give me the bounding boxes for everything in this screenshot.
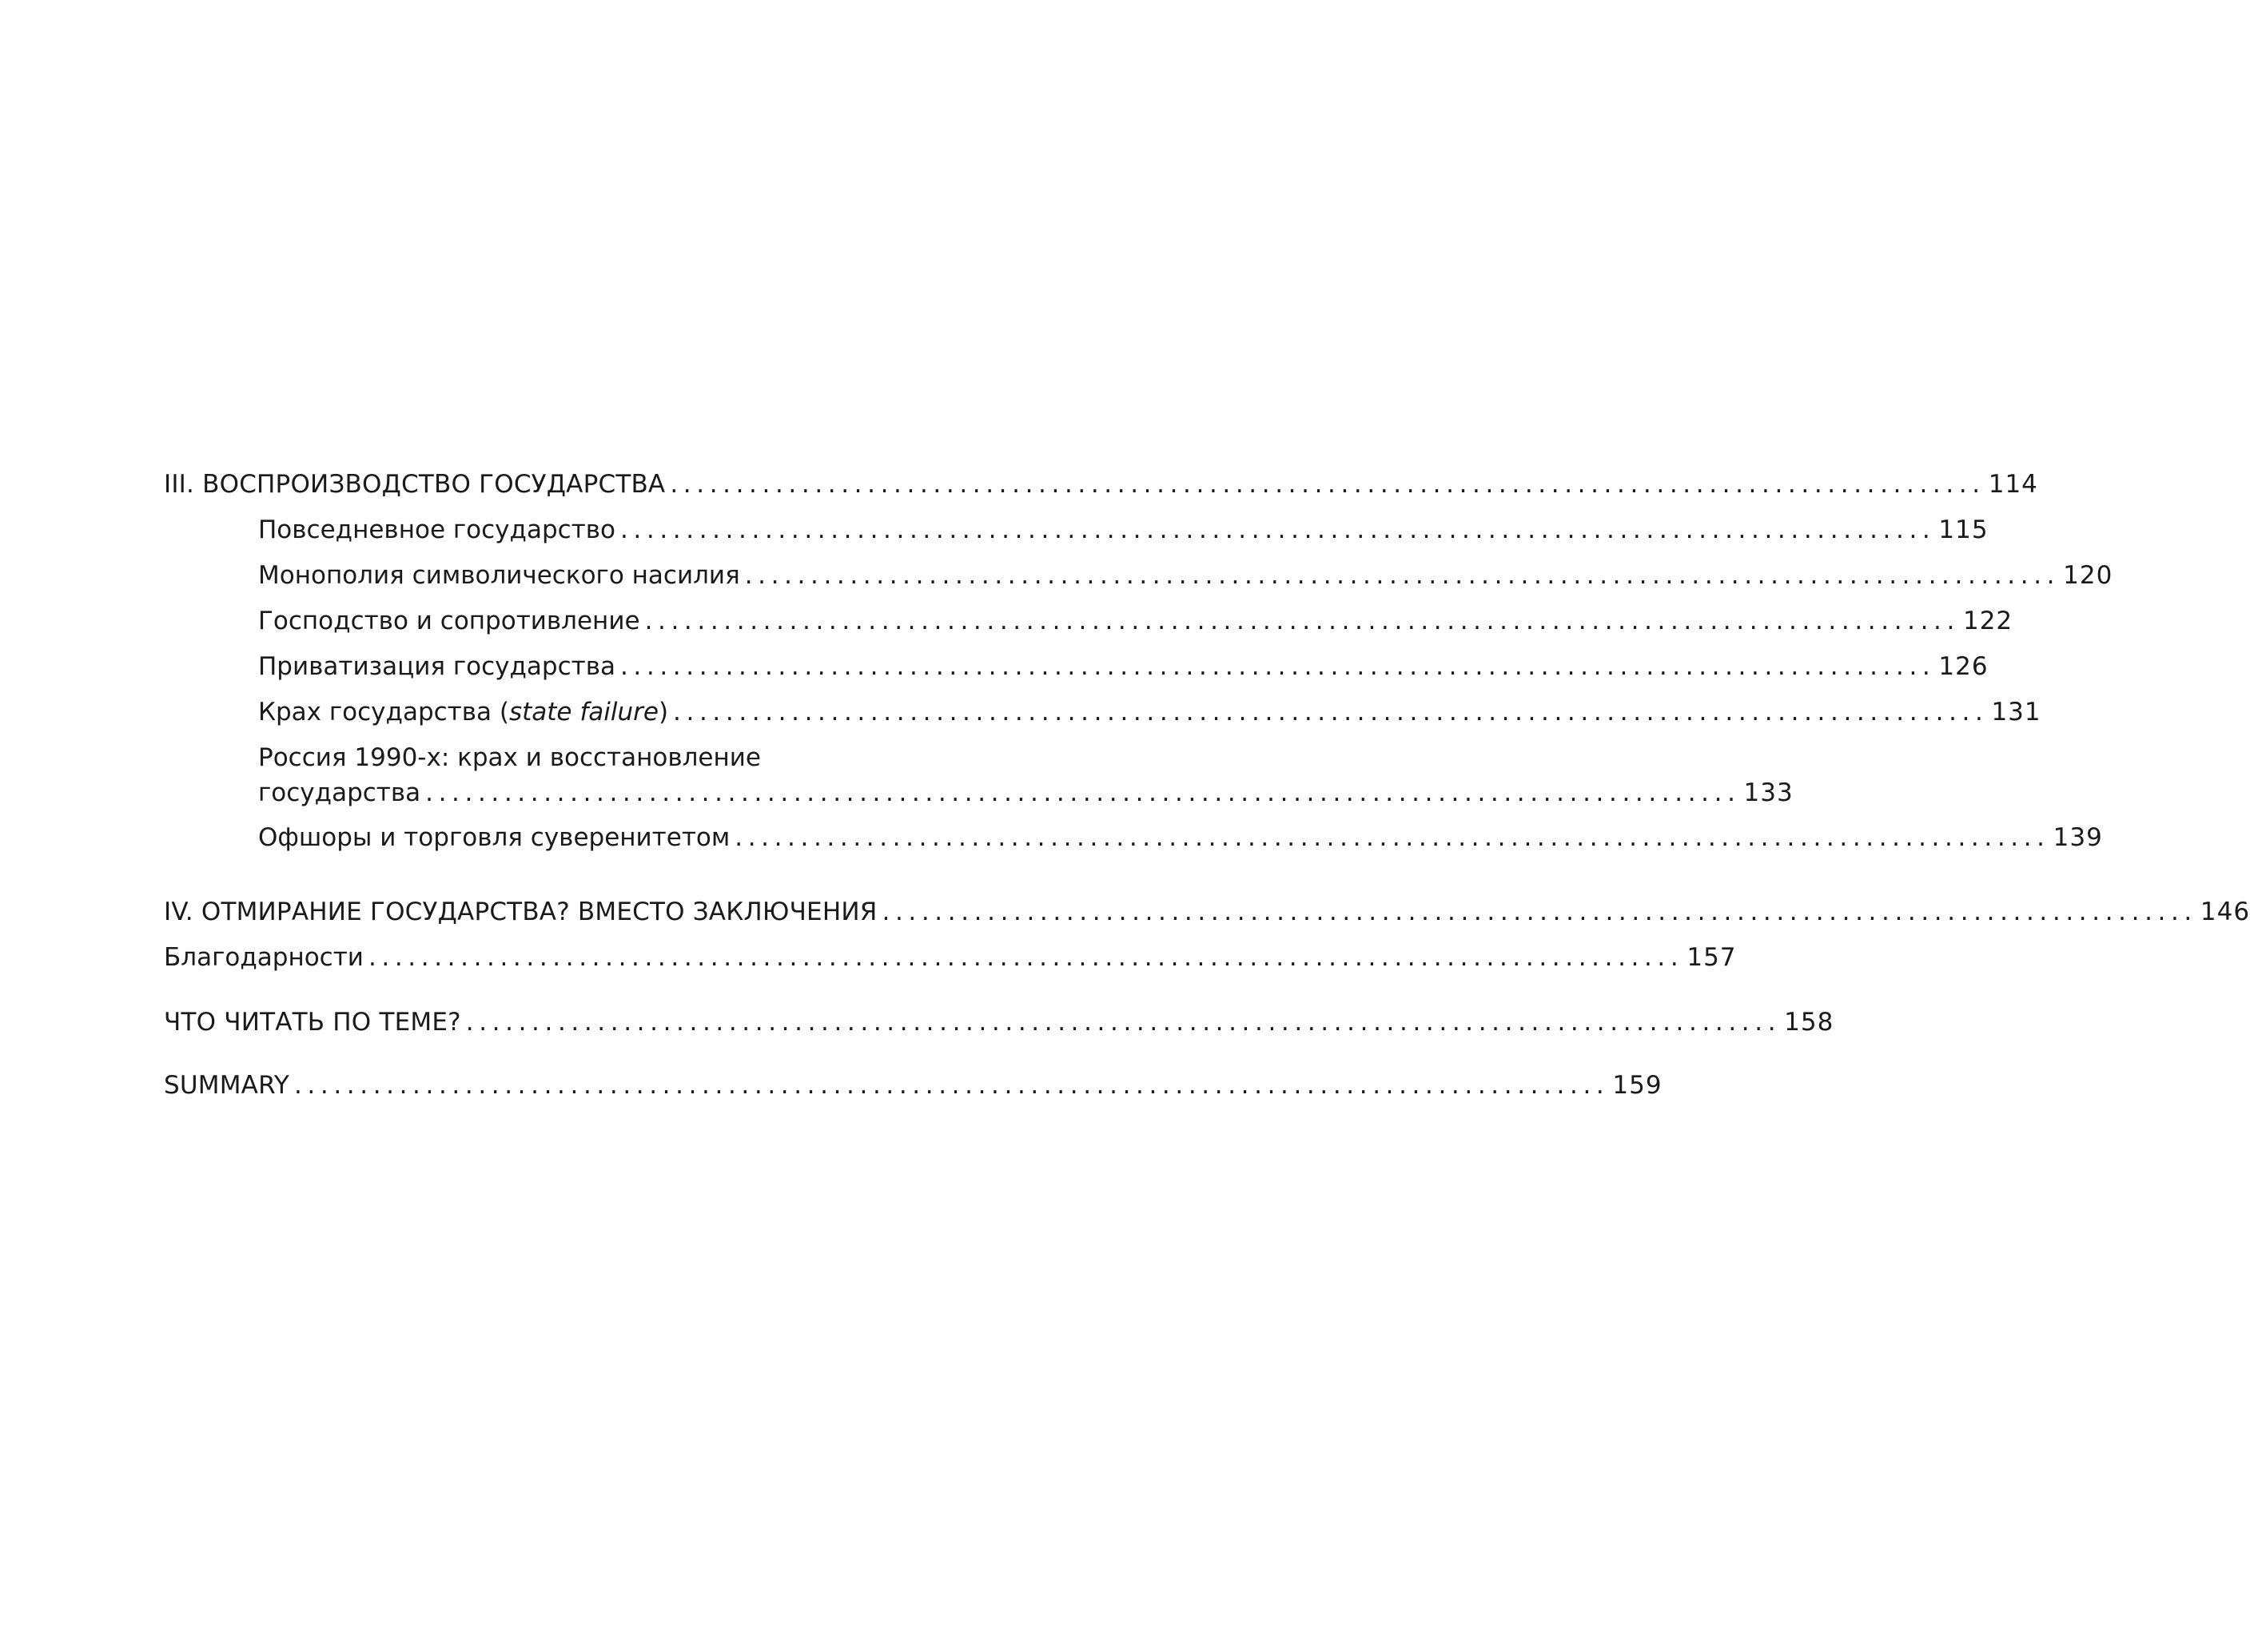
toc-page-number: 126: [1938, 652, 1989, 681]
toc-title: Благодарности: [164, 943, 364, 972]
toc-page-number: 133: [1743, 778, 1794, 807]
toc-title-part: Крах государства (: [258, 698, 509, 726]
toc-title: [258, 690, 668, 735]
toc-title: Господство и сопротивление: [258, 607, 640, 635]
toc-entry-domination-resistance[interactable]: [164, 599, 2013, 644]
table-of-contents: [164, 462, 2250, 1109]
toc-entry-offshores[interactable]: [164, 815, 2103, 861]
toc-page-number: 159: [1612, 1071, 1663, 1100]
toc-title-part: ): [658, 698, 669, 726]
toc-title-line1: Россия 1990-х: крах и восстановление: [258, 743, 761, 772]
toc-title: Монополия символического насилия: [258, 561, 740, 590]
toc-leader-dots: ....................................................................................................: [670, 470, 1985, 499]
toc-page-number: 122: [1962, 607, 2013, 635]
toc-leader-dots: ....................................................................................................: [619, 516, 1936, 544]
toc-entry-summary[interactable]: [164, 1063, 1663, 1109]
toc-leader-dots: ....................................................................................................: [882, 898, 2197, 926]
toc-entry-privatization[interactable]: [164, 644, 1989, 690]
toc-leader-dots: ....................................................................................................: [619, 652, 1936, 681]
toc-page-number: 146: [2200, 898, 2250, 926]
toc-entry-symbolic-violence[interactable]: [164, 553, 2113, 599]
toc-entry-everyday-state[interactable]: [164, 508, 1989, 553]
toc-entry-state-failure[interactable]: [164, 690, 2041, 735]
toc-leader-dots: ....................................................................................................: [293, 1071, 1610, 1100]
toc-leader-dots: ....................................................................................................: [735, 823, 2050, 852]
toc-entry-part-3[interactable]: [164, 462, 2038, 508]
toc-page-number: 131: [1991, 698, 2041, 726]
toc-title: Приватизация государства: [258, 652, 615, 681]
toc-entry-acknowledgements[interactable]: [164, 935, 1737, 981]
toc-page-number: 157: [1687, 943, 1737, 972]
toc-title: III. ВОСПРОИЗВОДСТВО ГОСУДАРСТВА: [164, 470, 666, 499]
toc-entry-part-4[interactable]: [164, 890, 2250, 935]
toc-page-number: 114: [1988, 470, 2038, 499]
toc-title: Повседневное государство: [258, 516, 615, 544]
toc-leader-dots: ....................................................................................................: [644, 607, 1960, 635]
toc-page-number: 139: [2053, 823, 2103, 852]
toc-leader-dots: ....................................................................................................: [368, 943, 1684, 972]
toc-entry-further-reading[interactable]: [164, 1000, 1834, 1045]
toc-leader-dots: ....................................................................................................: [744, 561, 2061, 590]
toc-page-number: 115: [1938, 516, 1989, 544]
toc-page-number: 120: [2063, 561, 2113, 590]
toc-title: ЧТО ЧИТАТЬ ПО ТЕМЕ?: [164, 1008, 461, 1037]
toc-title-line2-row: [258, 775, 1794, 810]
toc-leader-dots: ....................................................................................................: [465, 1008, 1782, 1037]
toc-title: SUMMARY: [164, 1071, 289, 1100]
toc-title-line2: государства: [258, 778, 421, 807]
toc-entry-russia-1990s[interactable]: [164, 735, 1794, 815]
toc-title: Офшоры и торговля суверенитетом: [258, 823, 731, 852]
toc-leader-dots: ....................................................................................................: [673, 698, 1989, 726]
toc-page-number: 158: [1784, 1008, 1834, 1037]
toc-leader-dots: ....................................................................................................: [425, 778, 1741, 807]
toc-title: IV. ОТМИРАНИЕ ГОСУДАРСТВА? ВМЕСТО ЗАКЛЮЧЕНИЯ: [164, 898, 878, 926]
toc-title-italic: state failure: [508, 698, 659, 726]
